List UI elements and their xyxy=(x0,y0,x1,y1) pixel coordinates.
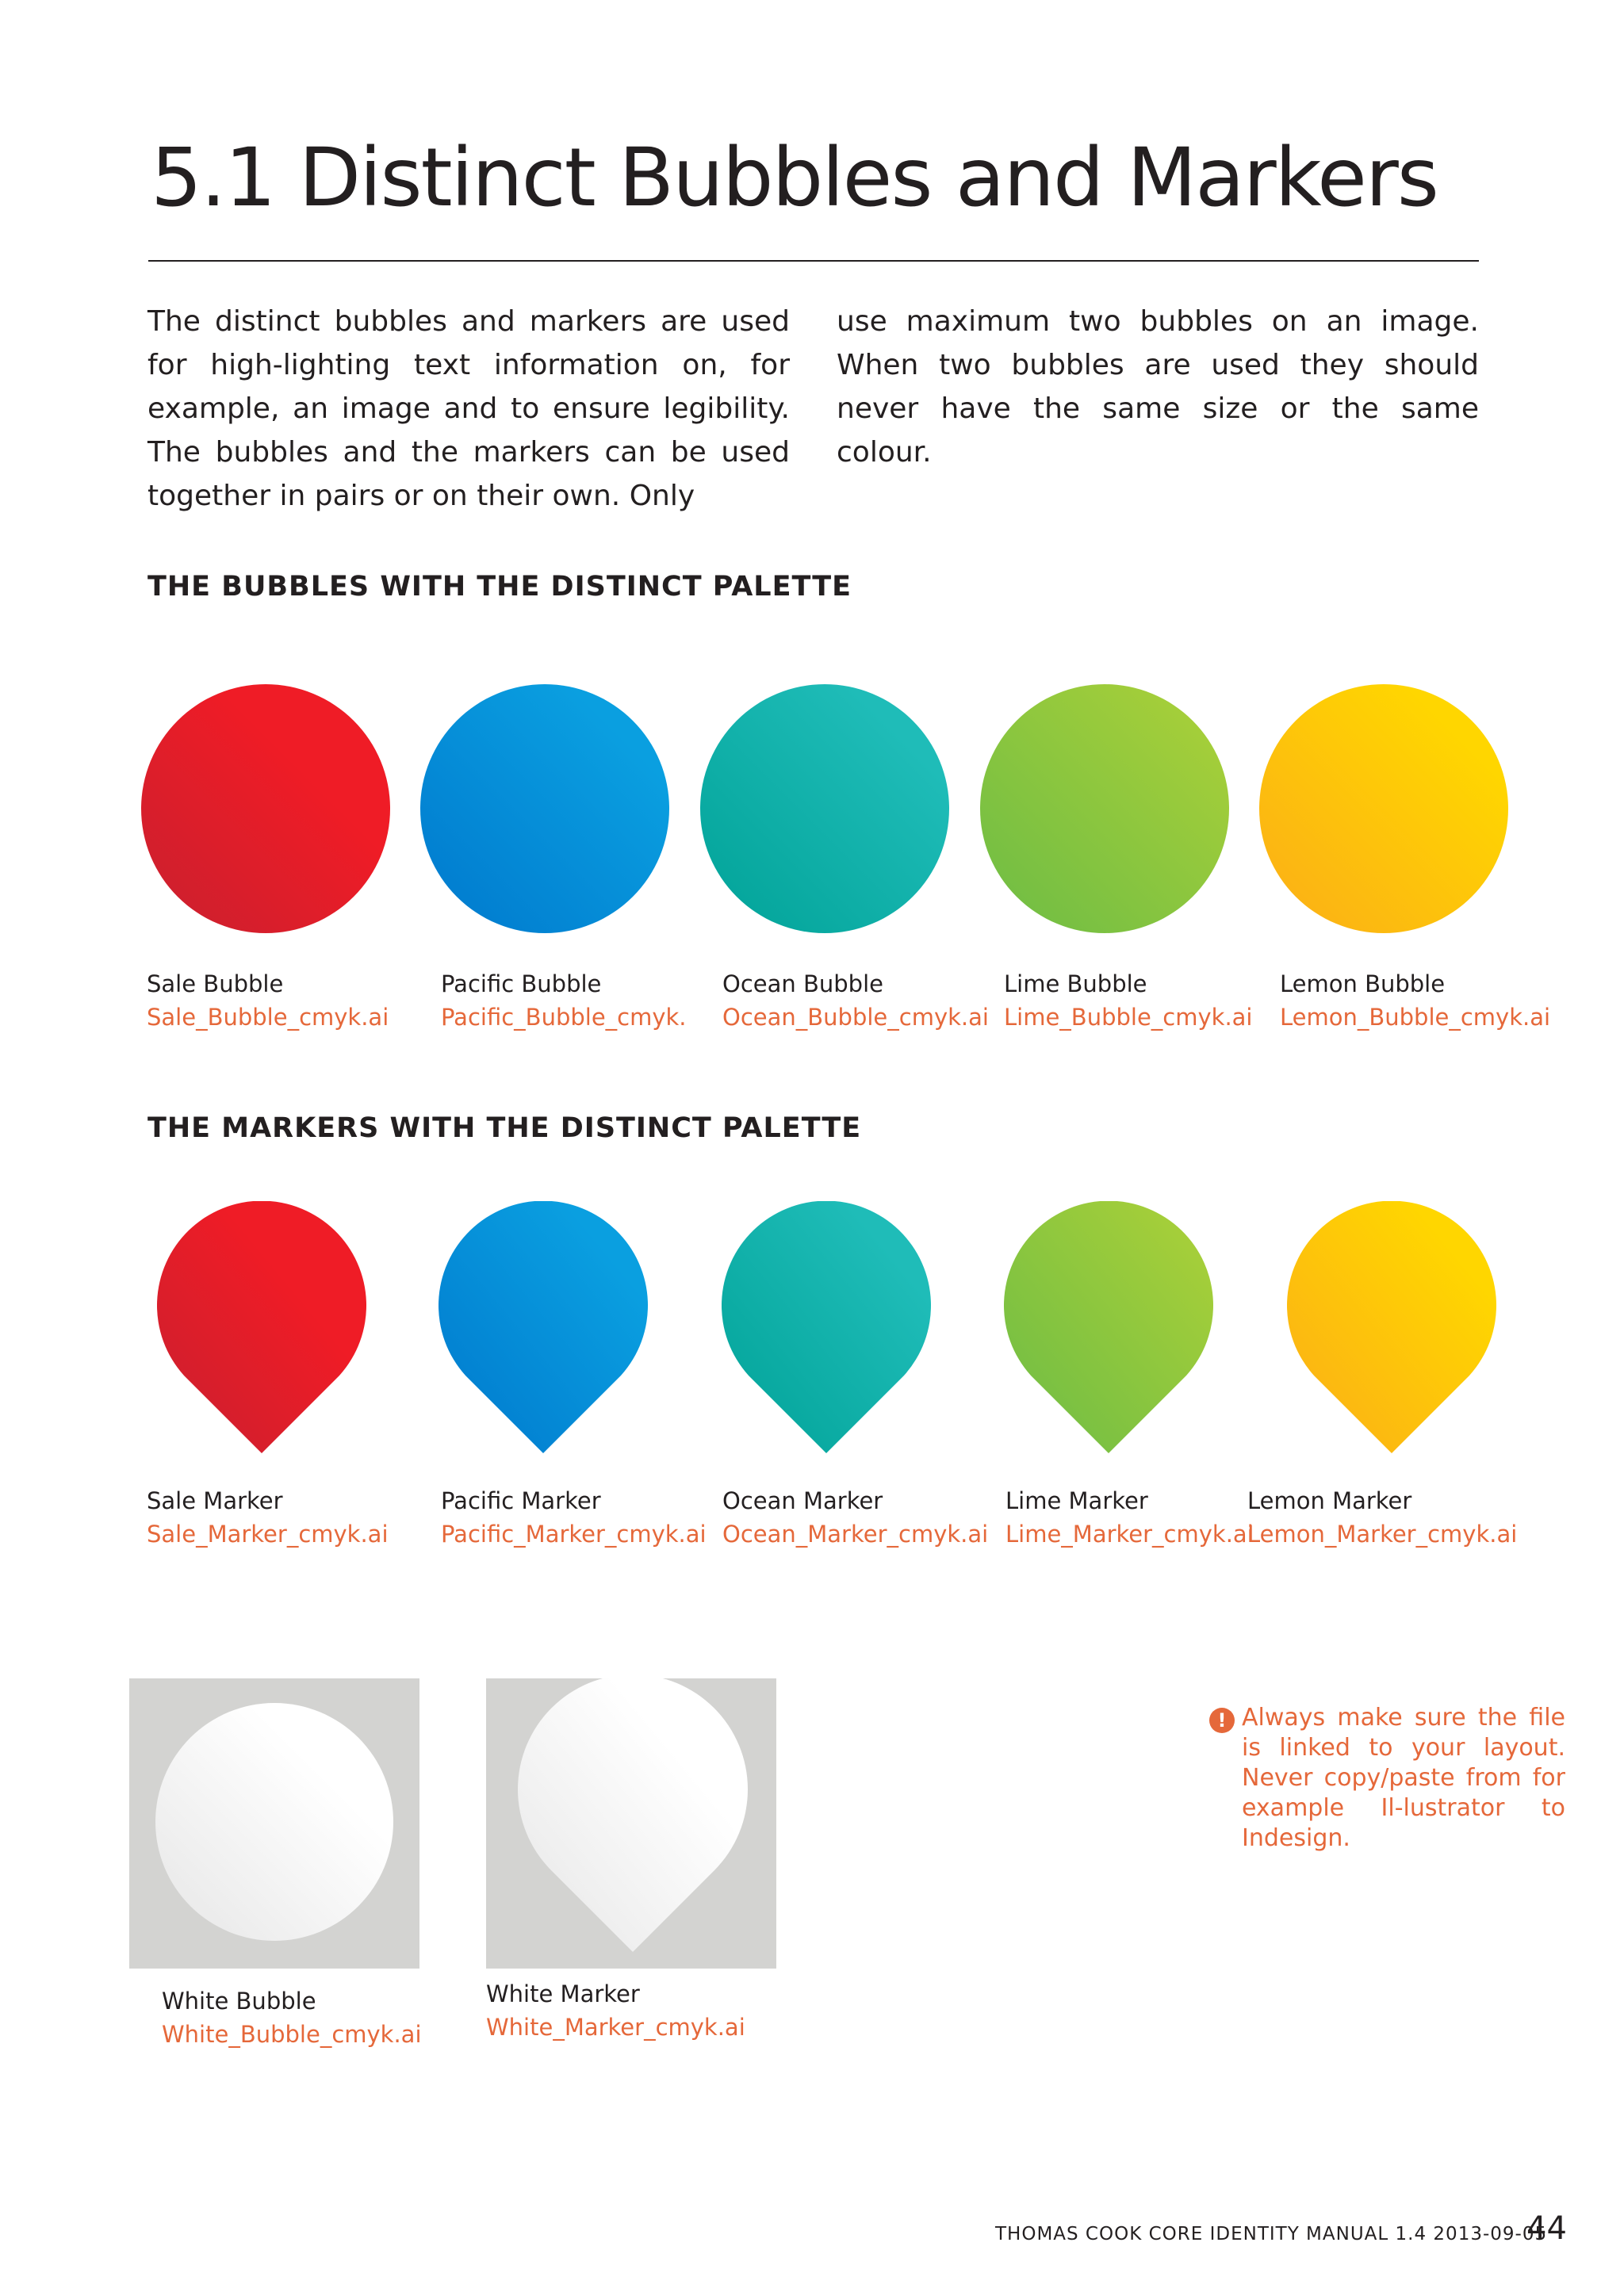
title-divider xyxy=(148,260,1479,262)
page-title: 5.1 Distinct Bubbles and Markers xyxy=(151,131,1438,225)
exclamation-icon: ! xyxy=(1209,1708,1235,1733)
ocean-marker-label: Ocean Marker Ocean_Marker_cmyk.ai xyxy=(722,1487,989,1548)
lime-marker-label: Lime Marker Lime_Marker_cmyk.ai xyxy=(1005,1487,1254,1548)
pacific-marker-label: Pacific Marker Pacific_Marker_cmyk.ai xyxy=(441,1487,707,1548)
white-marker-shape xyxy=(486,1678,776,1969)
footer-text: THOMAS COOK CORE IDENTITY MANUAL 1.4 2013-09-05 xyxy=(995,2224,1548,2244)
lemon-bubble-label: Lemon Bubble Lemon_Bubble_cmyk.ai xyxy=(1280,970,1551,1031)
white-marker-swatch xyxy=(486,1678,776,1969)
sale-marker-shape xyxy=(151,1201,373,1459)
intro-paragraph-right: use maximum two bubbles on an image. When two bubbles are used they should never have the same size or the same colour. xyxy=(837,305,1479,469)
markers-section-heading: THE MARKERS WITH THE DISTINCT PALETTE xyxy=(147,1112,862,1144)
lemon-marker-label: Lemon Marker Lemon_Marker_cmyk.ai xyxy=(1247,1487,1518,1548)
ocean-marker-shape xyxy=(715,1201,937,1459)
white-marker-label: White Marker White_Marker_cmyk.ai xyxy=(486,1980,745,2041)
lime-bubble-shape xyxy=(974,678,1235,939)
page-number: 44 xyxy=(1526,2210,1567,2247)
white-bubble-label: White Bubble White_Bubble_cmyk.ai xyxy=(162,1988,422,2048)
white-bubble-shape xyxy=(129,1678,419,1969)
sale-marker-label: Sale Marker Sale_Marker_cmyk.ai xyxy=(147,1487,389,1548)
lime-marker-shape xyxy=(998,1201,1220,1459)
white-bubble-swatch xyxy=(129,1678,419,1969)
pacific-bubble-shape xyxy=(414,678,676,939)
ocean-bubble-shape xyxy=(694,678,956,939)
intro-paragraph-left: The distinct bubbles and markers are used for high-lighting text information on, for example, an image and to ensure legibility. The bubbles and the markers can be used together in pairs or on their own. Only xyxy=(147,305,790,512)
pacific-marker-shape xyxy=(432,1201,654,1459)
lime-bubble-label: Lime Bubble Lime_Bubble_cmyk.ai xyxy=(1004,970,1253,1031)
lemon-marker-shape xyxy=(1281,1201,1503,1459)
lemon-bubble-shape xyxy=(1253,678,1515,939)
ocean-bubble-label: Ocean Bubble Ocean_Bubble_cmyk.ai xyxy=(722,970,989,1031)
warning-note: Always make sure the file is linked to your layout. Never copy/paste from for example Il-lustrator to Indesign. xyxy=(1242,1704,1565,1852)
pacific-bubble-label: Pacific Bubble Pacific_Bubble_cmyk. xyxy=(441,970,687,1031)
sale-bubble-shape xyxy=(135,678,396,939)
sale-bubble-label: Sale Bubble Sale_Bubble_cmyk.ai xyxy=(147,970,389,1031)
bubbles-section-heading: THE BUBBLES WITH THE DISTINCT PALETTE xyxy=(147,571,852,603)
